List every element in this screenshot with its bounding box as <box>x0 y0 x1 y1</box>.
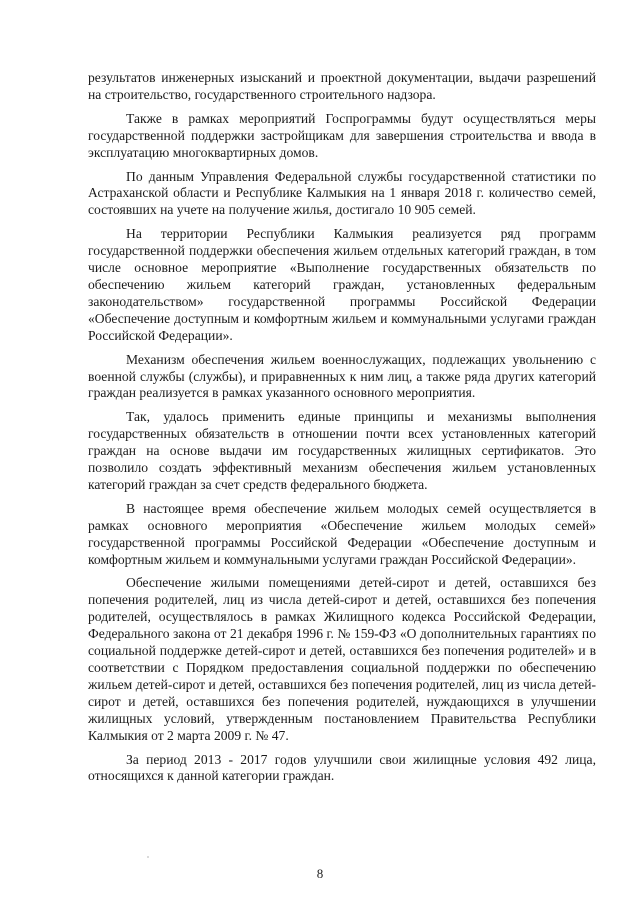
scan-speck <box>147 856 149 858</box>
paragraph-9: За период 2013 - 2017 годов улучшили свои жилищные условия 492 лица, относящихся к данной категории граждан. <box>88 751 596 784</box>
paragraph-6: Так, удалось применить единые принципы и механизмы выполнения государственных обязательств в отношении почти всех установленных категорий граждан на основе выдачи им государственных жилищных сертификатов. Это позволило создать эффективный механизм обеспечения жильем установленных категорий граждан за счет средств федерального бюджета. <box>88 409 596 492</box>
paragraph-8: Обеспечение жилыми помещениями детей-сирот и детей, оставшихся без попечения родителей, лиц из числа детей-сирот и детей, оставшихся без попечения родителей, осуществлялось в рамках Жилищного кодекса Российской Федерации, Федерального закона от 21 декабря 1996 г. № 159-ФЗ «О дополнительных гарантиях по социальной поддержке детей-сирот и детей, оставшихся без попечения родителей» и в соответствии с Порядком предоставления социальной поддержки по обеспечению жильем детей-сирот и детей, оставшихся без попечения родителей, лиц из числа детей-сирот и детей, оставшихся без попечения родителей, нуждающихся в улучшении жилищных условий, утвержденным постановлением Правительства Республики Калмыкия от 2 марта 2009 г. № 47. <box>88 575 596 743</box>
page-number: 8 <box>316 866 324 881</box>
paragraph-4: На территории Республики Калмыкия реализуется ряд программ государственной поддержки обеспечения жильем отдельных категорий граждан, в том числе основное мероприятие «Выполнение государственных обязательств по обеспечению жильем категорий граждан, установленных федеральным законодательством» государственной программы Российской Федерации «Обеспечение доступным и комфортным жильем и коммунальными услугами граждан Российской Федерации». <box>88 226 596 343</box>
paragraph-7: В настоящее время обеспечение жильем молодых семей осуществляется в рамках основного мероприятия «Обеспечение жильем молодых семей» государственной программы Российской Федерации «Обеспечение доступным и комфортным жильем и коммунальными услугами граждан Российской Федерации». <box>88 500 596 567</box>
paragraph-2: Также в рамках мероприятий Госпрограммы будут осуществляться меры государственной поддержки застройщикам для завершения строительства и ввода в эксплуатацию многоквартирных домов. <box>88 110 596 160</box>
paragraph-3: По данным Управления Федеральной службы государственной статистики по Астраханской области и Республике Калмыкия на 1 января 2018 г. количество семей, состоявших на учете на получение жилья, достигало 10 905 семей. <box>88 168 596 218</box>
document-body <box>88 70 596 792</box>
paragraph-5: Механизм обеспечения жильем военнослужащих, подлежащих увольнению с военной службы (службы), и приравненных к ним лиц, а также ряда других категорий граждан реализуется в рамках указанного основного мероприятия. <box>88 351 596 401</box>
paragraph-1: результатов инженерных изысканий и проектной документации, выдачи разрешений на строительство, государственного строительного надзора. <box>88 70 596 102</box>
